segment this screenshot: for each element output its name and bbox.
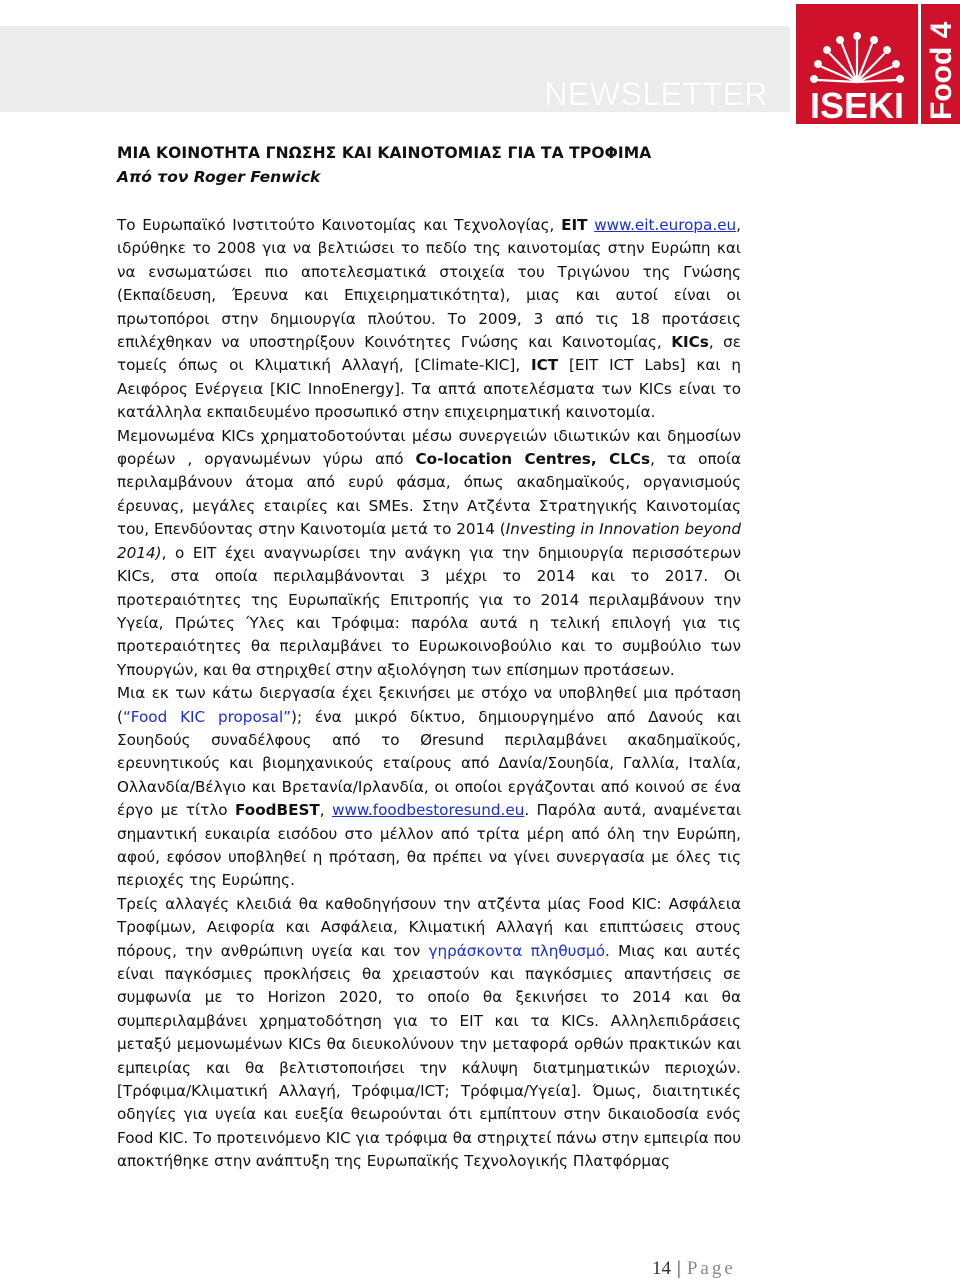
paragraph-1: Το Ευρωπαϊκό Ινστιτούτο Καινοτομίας και Τεχνολογίας, EIT www.eit.europa.eu, ιδρύθηκε το 2008 για να βελτιώσει το πεδίο της καινοτομίας στην Ευρώπη και να ενσωματώσει πιο αποτελεσματικά στοιχεία του Τριγώνου της Γνώσης (Εκπαίδευση, Έρευνα και Επιχειρηματικότητα), μιας και αυτοί είναι οι πρωτοπόροι στην δημιουργία πλούτου. Το 2009, 3 από τις 18 προτάσεις επιλέχθηκαν να υποστηρίξουν Κοινότητες Γνώσης και Καινοτομίας, KICs, σε τομείς όπως οι Κλιματική Αλλαγή, [Climate-KIC], ICT [EIT ICT Labs] και η Αειφόρος Ενέργεια [KIC InnoEnergy]. Τα απτά αποτελέσματα των KICs είναι το κατάλληλα εκπαιδευμένο προσωπικό στην επιχειρηματική καινοτομία. [117, 216, 741, 422]
page-number: 14 [652, 1258, 671, 1279]
page-label: Page [686, 1258, 736, 1279]
paragraph-3: Μια εκ των κάτω διεργασία έχει ξεκινήσει με στόχο να υποβληθεί μια πρόταση (“Food KIC proposal”); ένα μικρό δίκτυο, δημιουργημένο από Δανούς και Σουηδούς συναδέλφους από το Øresund περιλαμβάνει ακαδημαϊκούς, ερευνητικούς και βιομηχανικούς εταίρους από Δανία/Σουηδία, Γαλλία, Ιταλία, Ολλανδία/Βέλγιο και Βρετανία/Ιρλανδία, οι οποίοι εργάζονται από κοινού σε ένα έργο με τίτλο FoodBEST, www.foodbestoresund.eu. Παρόλα αυτά, αναμένεται σημαντική ευκαιρία εισόδου στο μέλλον από τρίτα μέρη από όλη την Ευρώπη, αφού, εφόσον υποβληθεί η πρόταση, θα πρέπει να γίνει συνεργασία με όλες τις περιοχές της Ευρώπης. [117, 684, 741, 890]
foodbest-link[interactable]: www.foodbestoresund.eu [332, 801, 525, 820]
paragraph-2: Μεμονωμένα KICs χρηματοδοτούνται μέσω συνεργειών ιδιωτικών και δημοσίων φορέων , οργανωμένων γύρω από Co-location Centres, CLCs, τα οποία περιλαμβάνουν άτομα από ευρύ φάσμα, όπως ακαδημαϊκούς, οργανισμούς έρευνας, μεγάλες εταιρίες και SMEs. Στην Ατζέντα Στρατηγικής Καινοτομίας του, Επενδύοντας στην Καινοτομία μετά το 2014 (Investing in Innovation beyond 2014), ο EIT έχει αναγνωρίσει την ανάγκη για την δημιουργία περισσότερων KICs, στα οποία περιλαμβάνονται 3 μέχρι το 2014 και το 2017. Οι προτεραιότητες της Ευρωπαϊκής Επιτροπής για το 2014 περιλαμβάνουν την Υγεία, Πρώτες Ύλες και Τρόφιμα: παρόλα αυτά η τελική επιλογή για τις προτεραιότητες θα περιλαμβάνει το Ευρωκοινοβούλιο και το συμβούλιο των Υπουργών, και θα στηριχθεί στην αξιολόγηση των επίσημων προτάσεων. [117, 426, 741, 679]
newsletter-label: NEWSLETTER [544, 76, 768, 112]
eit-link[interactable]: www.eit.europa.eu [594, 216, 737, 234]
article-byline: Από τον Roger Fenwick [117, 168, 321, 186]
iseki-food-logo [790, 0, 960, 128]
paragraph-4: Τρείς αλλαγές κλειδιά θα καθοδηγήσουν την ατζέντα μίας Food KIC: Ασφάλεια Τροφίμων, Αειφορία και Ασφάλεια, Κλιματική Αλλαγή και επιπτώσεις στους πόρους, την ανθρώπινη υγεία και τον γηράσκοντα πληθυσμό. Μιας και αυτές είναι παγκόσμιες προκλήσεις θα χρειαστούν και παγκόσμιες απαντήσεις σε συμφωνία με το Horizon 2020, το οποίο θα ξεκινήσει το 2014 και θα συμπεριλαμβάνει χρηματοδότηση για το EIT και τα KICs. Αλληλεπιδράσεις μεταξύ μεμονωμένων KICs θα διευκολύνουν την μεταφορά ορθών πρακτικών και εμπειρίας και θα βελτιστοποιήσει την κάλυψη διατμηματικών περιοχών. [Τρόφιμα/Κλιματική Αλλαγή, Τρόφιμα/ICT; Τρόφιμα/Υγεία]. Όμως, διαιτητικές οδηγίες για υγεία και ευεξία θεωρούνται ότι εμπίπτουν στην δικαιοδοσία ενός Food KIC. Το προτεινόμενο KIC για τρόφιμα θα στηριχτεί πάνω στην εμπειρία που αποκτήθηκε στην ανάπτυξη της Ευρωπαϊκής Τεχνολογικής Πλατφόρμας [117, 894, 741, 1171]
article-body [117, 214, 741, 1174]
footer-separator: | [677, 1258, 681, 1279]
logo-suffix-text: Food 4 [925, 21, 958, 120]
article-title: ΜΙΑ ΚΟΙΝΟΤΗΤΑ ΓΝΩΣΗΣ ΚΑΙ ΚΑΙΝΟΤΟΜΙΑΣ ΓΙΑ ΤΑ ΤΡΟΦΙΜΑ [117, 144, 652, 162]
logo-brand-text: ISEKI [809, 85, 905, 126]
page-footer [652, 1258, 736, 1280]
